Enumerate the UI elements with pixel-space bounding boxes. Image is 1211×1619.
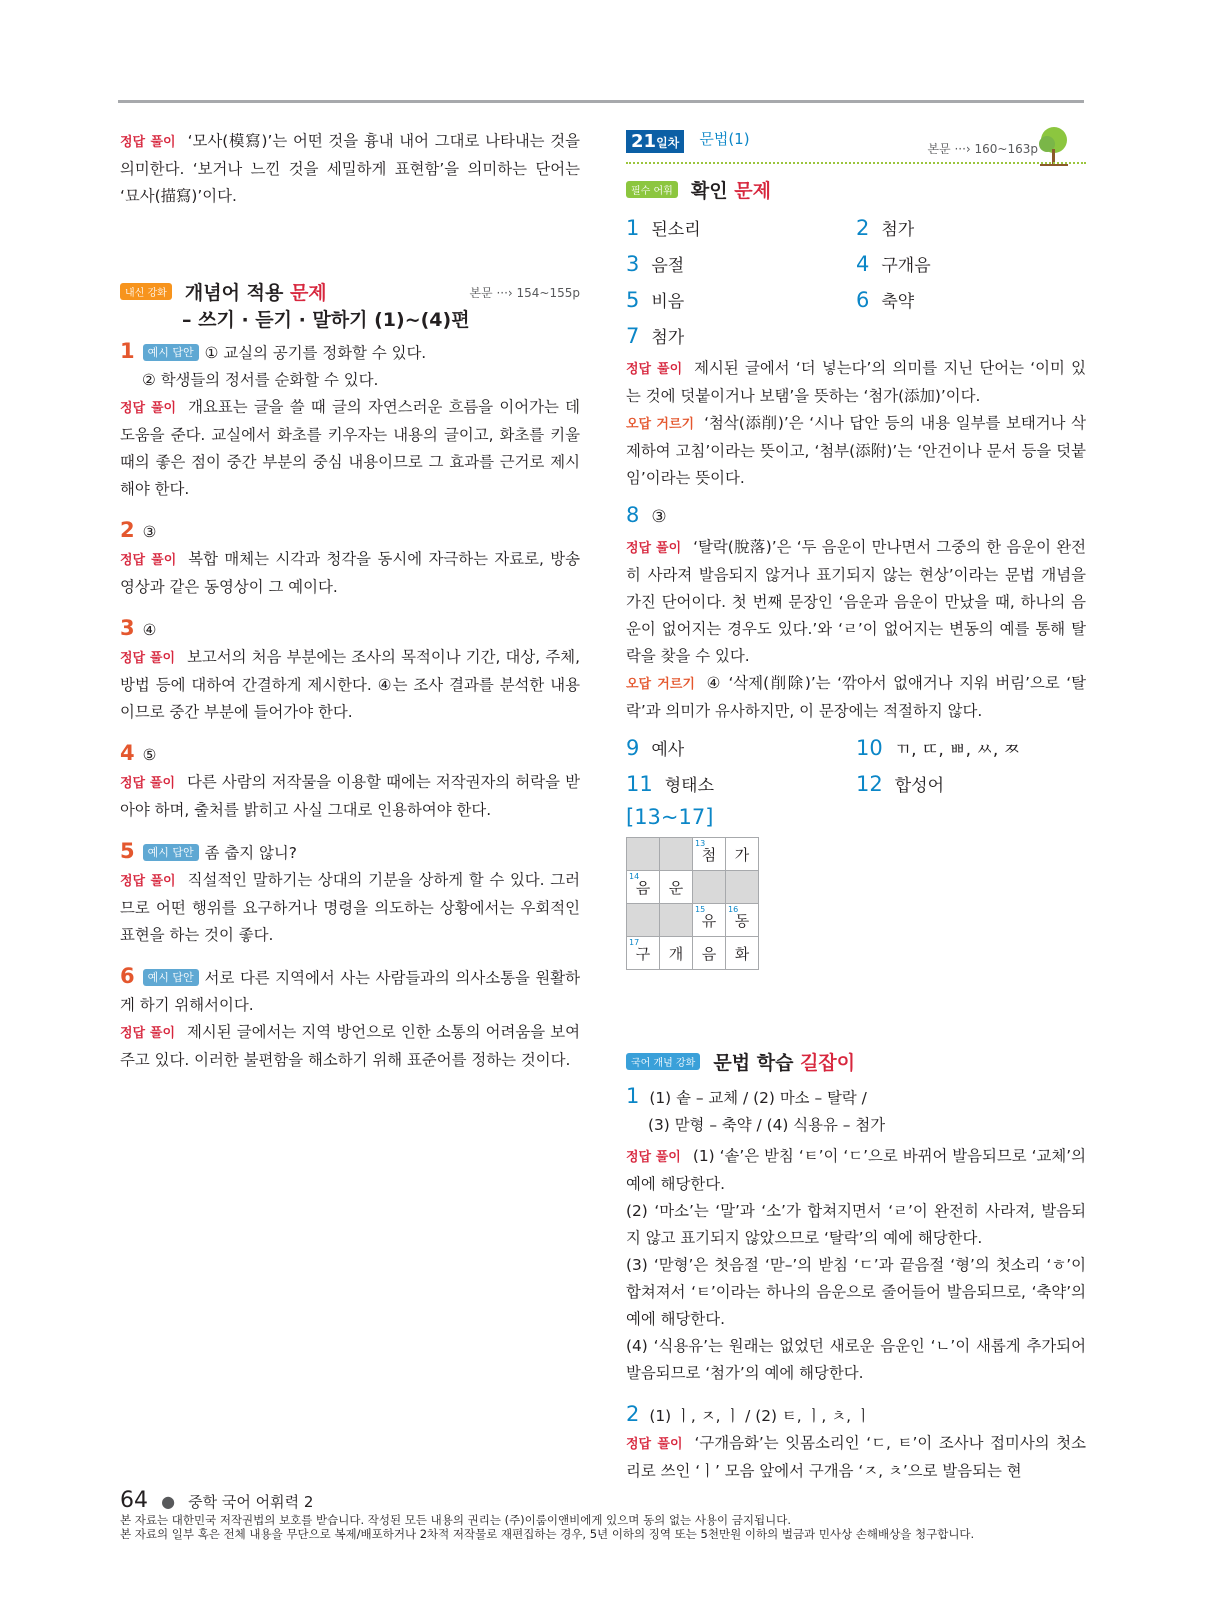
right-column [626, 128, 1086, 1485]
crossword-cell [693, 838, 726, 871]
page-number: 64 [120, 1488, 148, 1513]
section-title: 개념어 적용 문제 [184, 282, 327, 304]
page-reference: 본문 ···› 154~155p [469, 286, 580, 300]
crossword-cell [726, 904, 759, 937]
day-reference: 본문 ···› 160~163p [927, 142, 1038, 156]
crossword-letter: 개 [668, 944, 684, 963]
crossword-clue-number: 13 [695, 839, 706, 848]
crossword-cell [693, 871, 726, 904]
question-5: 5 예시 답안 좀 춥지 않니? 정답 풀이 직설적인 말하기는 상대의 기분을 상하게 할 수 있다. 그러므로 어떤 행위를 요구하거나 명령을 의도하는 상황에서는 우회적인 표현을 하는 것이 좋다. [120, 839, 581, 944]
copyright-line-1: 본 자료는 대한민국 저작권법의 보호를 받습니다. 작성된 모든 내용의 권리는 (주)이룸이앤비에게 있으며 동의 없는 사용이 금지됩니다. [120, 1513, 791, 1527]
section-badge: 내신 강화 [120, 283, 172, 300]
answer-row: 5 비음 6 축약 [626, 288, 915, 312]
intro-paragraph: 정답 풀이 ‘모사(模寫)’는 어떤 것을 흉내 내어 그대로 나타내는 것을 의미한다. ‘보거나 느낀 것을 세밀하게 표현함’을 의미하는 단어는 ‘묘사(描寫)’이다. [120, 132, 580, 205]
question-2: 2 ③ 정답 풀이 복합 매체는 시각과 청각을 동시에 자극하는 자료로, 방송 영상과 같은 동영상이 그 예이다. [120, 518, 580, 596]
question-8: 8 ③ 정답 풀이 ‘탈락(脫落)’은 ‘두 음운이 만나면서 그중의 한 음운이 완전히 사라져 발음되지 않거나 표기되지 않는 현상’이라는 문법 개념을 가진 단어이다. 첫 번째 문장인 ‘음운과 음운이 만났을 때, 하나의 음운이 없어지는 경우도 있다.’와 ‘ㄹ’이 없어지는 변동의 예를 통해 탈락을 찾을 수 있다. 오답 거르기 ④ ‘삭제(削除)’는 ‘깎아서 없애거나 지워 버림’으로 ‘탈락’과 의미가 유사하지만, 이 문장에는 적절하지 않다. [626, 503, 1086, 720]
crossword-cell [693, 904, 726, 937]
copyright-line-2: 본 자료의 일부 혹은 전체 내용을 무단으로 복제/배포하거나 2차적 저작물로 재편집하는 경우, 5년 이하의 징역 또는 5천만원 이하의 벌금과 민사상 손해배상을 청구합니다. [120, 1527, 975, 1541]
day-header [626, 128, 1086, 164]
crossword-cell [726, 871, 759, 904]
question-7: 7 첨가 정답 풀이 제시된 글에서 ‘더 넣는다’의 의미를 지닌 단어는 ‘이미 있는 것에 덧붙이거나 보탬’을 뜻하는 ‘첨가(添加)’이다. 오답 거르기 ‘첨삭(添削)’은 ‘시나 답안 등의 내용 일부를 보태거나 삭제하여 고침’이라는 뜻이고, ‘첨부(添附)’는 ‘안건이나 문서 등을 덧붙임’이라는 뜻이다. [626, 324, 1086, 487]
crossword-cell [726, 937, 759, 970]
crossword-grid [626, 837, 759, 970]
question-1: 1 예시 답안 ① 교실의 공기를 정화할 수 있다. ② 학생들의 정서를 순화할 수 있다. 정답 풀이 개요표는 글을 쓸 때 글의 자연스러운 흐름을 이어가는 데 도움을 준다. 교실에서 화초를 키우자는 내용의 글이고, 화초를 키울 때의 좋은 점이 중간 부분의 중심 내용이므로 그 효과를 근거로 제시해야 한다. [120, 339, 580, 498]
crossword-letter: 운 [668, 878, 684, 897]
crossword-range: [13~17] [626, 805, 714, 829]
crossword-cell [660, 937, 693, 970]
guide-question-1: 1 (1) 솥 – 교체 / (2) 마소 – 탈락 / (3) 맏형 – 축약 / (4) 식용유 – 첨가 정답 풀이 (1) ‘솥’은 받침 ‘ㅌ’이 ‘ㄷ’으로 바뀌어 발음되므로 ‘교체’의 예에 해당한다. (2) ‘마소’는 ‘말’과 ‘소’가 합쳐지면서 ‘ㄹ’이 완전히 사라져, 발음되지 않고 표기되지 않았으므로 ‘탈락’의 예에 해당한다. (3) ‘맏형’은 첫음절 ‘맏–’의 받침 ‘ㄷ’과 끝음절 ‘형’의 첫소리 ‘ㅎ’이 합쳐져서 ‘ㅌ’이라는 하나의 음운으로 줄어들어 발음되므로, ‘축약’의 예에 해당한다. (4) ‘식용유’는 원래는 없었던 새로운 음운인 ‘ㄴ’이 새롭게 추가되어 발음되므로 ‘첨가’의 예에 해당한다. [626, 1084, 1086, 1382]
crossword-clue-number: 16 [728, 905, 739, 914]
crossword-letter: 화 [734, 944, 750, 963]
crossword-clue-number: 17 [629, 938, 640, 947]
answer-label: 정답 풀이 [120, 135, 176, 150]
crossword-letter: 동 [734, 911, 750, 930]
crossword-cell [627, 838, 660, 871]
answer-row: 3 음절 4 구개음 [626, 252, 931, 276]
crossword-letter: 가 [734, 845, 750, 864]
top-rule [118, 100, 1084, 103]
answer-row: 11 형태소 12 합성어 [626, 772, 945, 796]
answer-row: 9 예사 10 ㄲ, ㄸ, ㅃ, ㅆ, ㅉ [626, 736, 1021, 760]
book-title: 중학 국어 어휘력 2 [188, 1493, 314, 1511]
answer-row: 1 된소리 2 첨가 [626, 216, 915, 240]
concept-section-header [120, 278, 580, 305]
guide-question-2: 2 (1) ㅣ, ㅈ, ㅣ / (2) ㅌ, ㅣ, ㅊ, ㅣ 정답 풀이 ‘구개음화’는 잇몸소리인 ‘ㄷ, ㅌ’이 조사나 접미사의 첫소리로 쓰인 ‘ㅣ’ 모음 앞에서 구개음 ‘ㅈ, ㅊ’으로 발음되는 현 [626, 1402, 1086, 1480]
check-section-header: 필수 어휘 확인 문제 [626, 176, 1086, 203]
bullet-icon: ● [161, 1492, 176, 1511]
question-6: 6 예시 답안 서로 다른 지역에서 사는 사람들과의 의사소통을 원활하게 하기 위해서이다. 정답 풀이 제시된 글에서는 지역 방언으로 인한 소통의 어려움을 보여 주고 있다. 이러한 불편함을 해소하기 위해 표준어를 정하는 것이다. [120, 964, 580, 1069]
crossword-clue-number: 14 [629, 872, 640, 881]
day-topic: 문법(1) [699, 130, 750, 148]
crossword-cell [660, 904, 693, 937]
left-column [120, 128, 580, 1074]
crossword-cell [660, 871, 693, 904]
question-3: 3 ④ 정답 풀이 보고서의 처음 부분에는 조사의 목적이나 기간, 대상, 주체, 방법 등에 대하여 간결하게 제시한다. ④는 조사 결과를 분석한 내용이므로 중간 부분에 들어가야 한다. [120, 616, 580, 721]
guide-section-header: 국어 개념 강화 문법 학습 길잡이 [626, 1048, 1086, 1075]
crossword-cell [627, 871, 660, 904]
crossword-cell [627, 904, 660, 937]
crossword-letter: 구 [635, 944, 651, 963]
crossword-cell [660, 838, 693, 871]
answer-pairs-2 [626, 731, 1086, 803]
answer-pairs [626, 211, 1086, 319]
crossword-letter: 유 [701, 911, 717, 930]
section-subtitle: – 쓰기 · 듣기 · 말하기 (1)~(4)편 [182, 309, 470, 331]
crossword-cell [627, 937, 660, 970]
crossword-letter: 음 [635, 878, 651, 897]
crossword-letter: 음 [701, 944, 717, 963]
crossword-clue-number: 15 [695, 905, 706, 914]
crossword-letter: 첨 [701, 845, 717, 864]
crossword-cell [726, 838, 759, 871]
question-4: 4 ⑤ 정답 풀이 다른 사람의 저작물을 이용할 때에는 저작권자의 허락을 받아야 하며, 출처를 밝히고 사실 그대로 인용하여야 한다. [120, 741, 580, 819]
footer [120, 1488, 1100, 1541]
crossword-cell [693, 937, 726, 970]
day-badge: 21일차 [626, 130, 684, 153]
